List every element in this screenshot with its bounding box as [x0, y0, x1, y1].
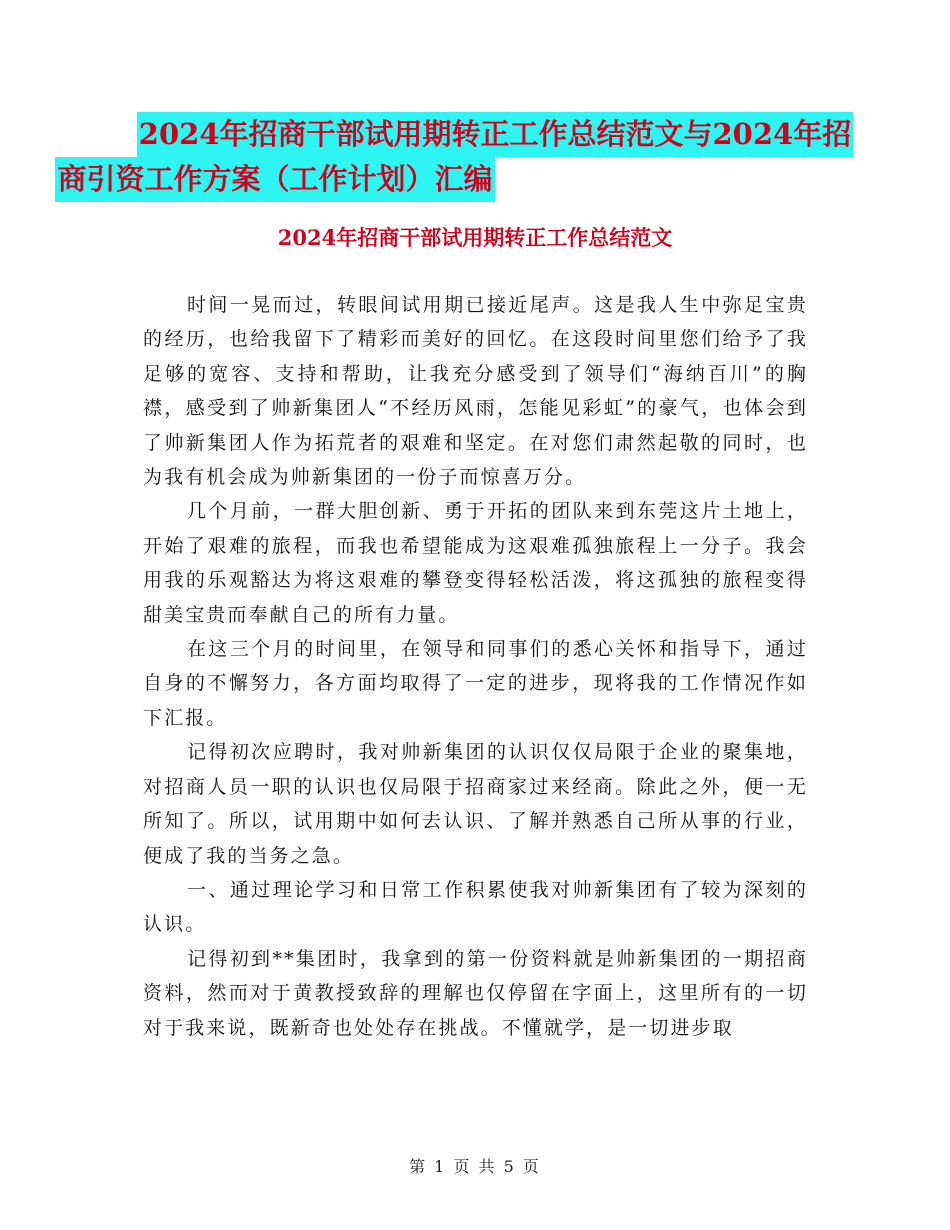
document-body: [143, 288, 808, 1045]
paragraph: 在这三个月的时间里，在领导和同事们的悉心关怀和指导下，通过自身的不懈努力，各方面均取得了一定的进步，现将我的工作情况作如下汇报。: [143, 638, 808, 729]
section-title: 2024年招商干部试用期转正工作总结范文: [277, 225, 673, 250]
paragraph: 几个月前，一群大胆创新、勇于开拓的团队来到东莞这片土地上，开始了艰难的旅程，而我也希望能成为这艰难孤独旅程上一分子。我会用我的乐观豁达为将这艰难的攀登变得轻松活泼，将这孤独的旅程变得甜美宝贵而奉献自己的所有力量。: [143, 500, 808, 626]
paragraph: 一、通过理论学习和日常工作积累使我对帅新集团有了较为深刻的认识。: [143, 878, 808, 936]
paragraph: 记得初到**集团时，我拿到的第一份资料就是帅新集团的一期招商资料，然而对于黄教授致辞的理解也仅停留在字面上，这里所有的一切对于我来说，既新奇也处处存在挑战。不懂就学，是一切进步取: [143, 947, 808, 1039]
page-footer: 第 1 页 共 5 页: [409, 1157, 541, 1176]
document-title-line-1: 2024年招商干部试用期转正工作总结范文与2024年招: [137, 112, 853, 157]
paragraph: 记得初次应聘时，我对帅新集团的认识仅仅局限于企业的聚集地，对招商人员一职的认识也仅局限于招商家过来经商。除此之外，便一无所知了。所以，试用期中如何去认识、了解并熟悉自己所从事的行业，便成了我的当务之急。: [143, 741, 808, 867]
paragraph: 时间一晃而过，转眼间试用期已接近尾声。这是我人生中弥足宝贵的经历，也给我留下了精彩而美好的回忆。在这段时间里您们给予了我足够的宽容、支持和帮助，让我充分感受到了领导们“海纳百川”的胸襟，感受到了帅新集团人“不经历风雨，怎能见彩虹”的豪气，也体会到了帅新集团人作为拓荒者的艰难和坚定。在对您们肃然起敬的同时，也为我有机会成为帅新集团的一份子而惊喜万分。: [143, 294, 808, 489]
document-title-line-2: 商引资工作方案（工作计划）汇编: [55, 157, 494, 202]
document-title: [0, 112, 950, 202]
